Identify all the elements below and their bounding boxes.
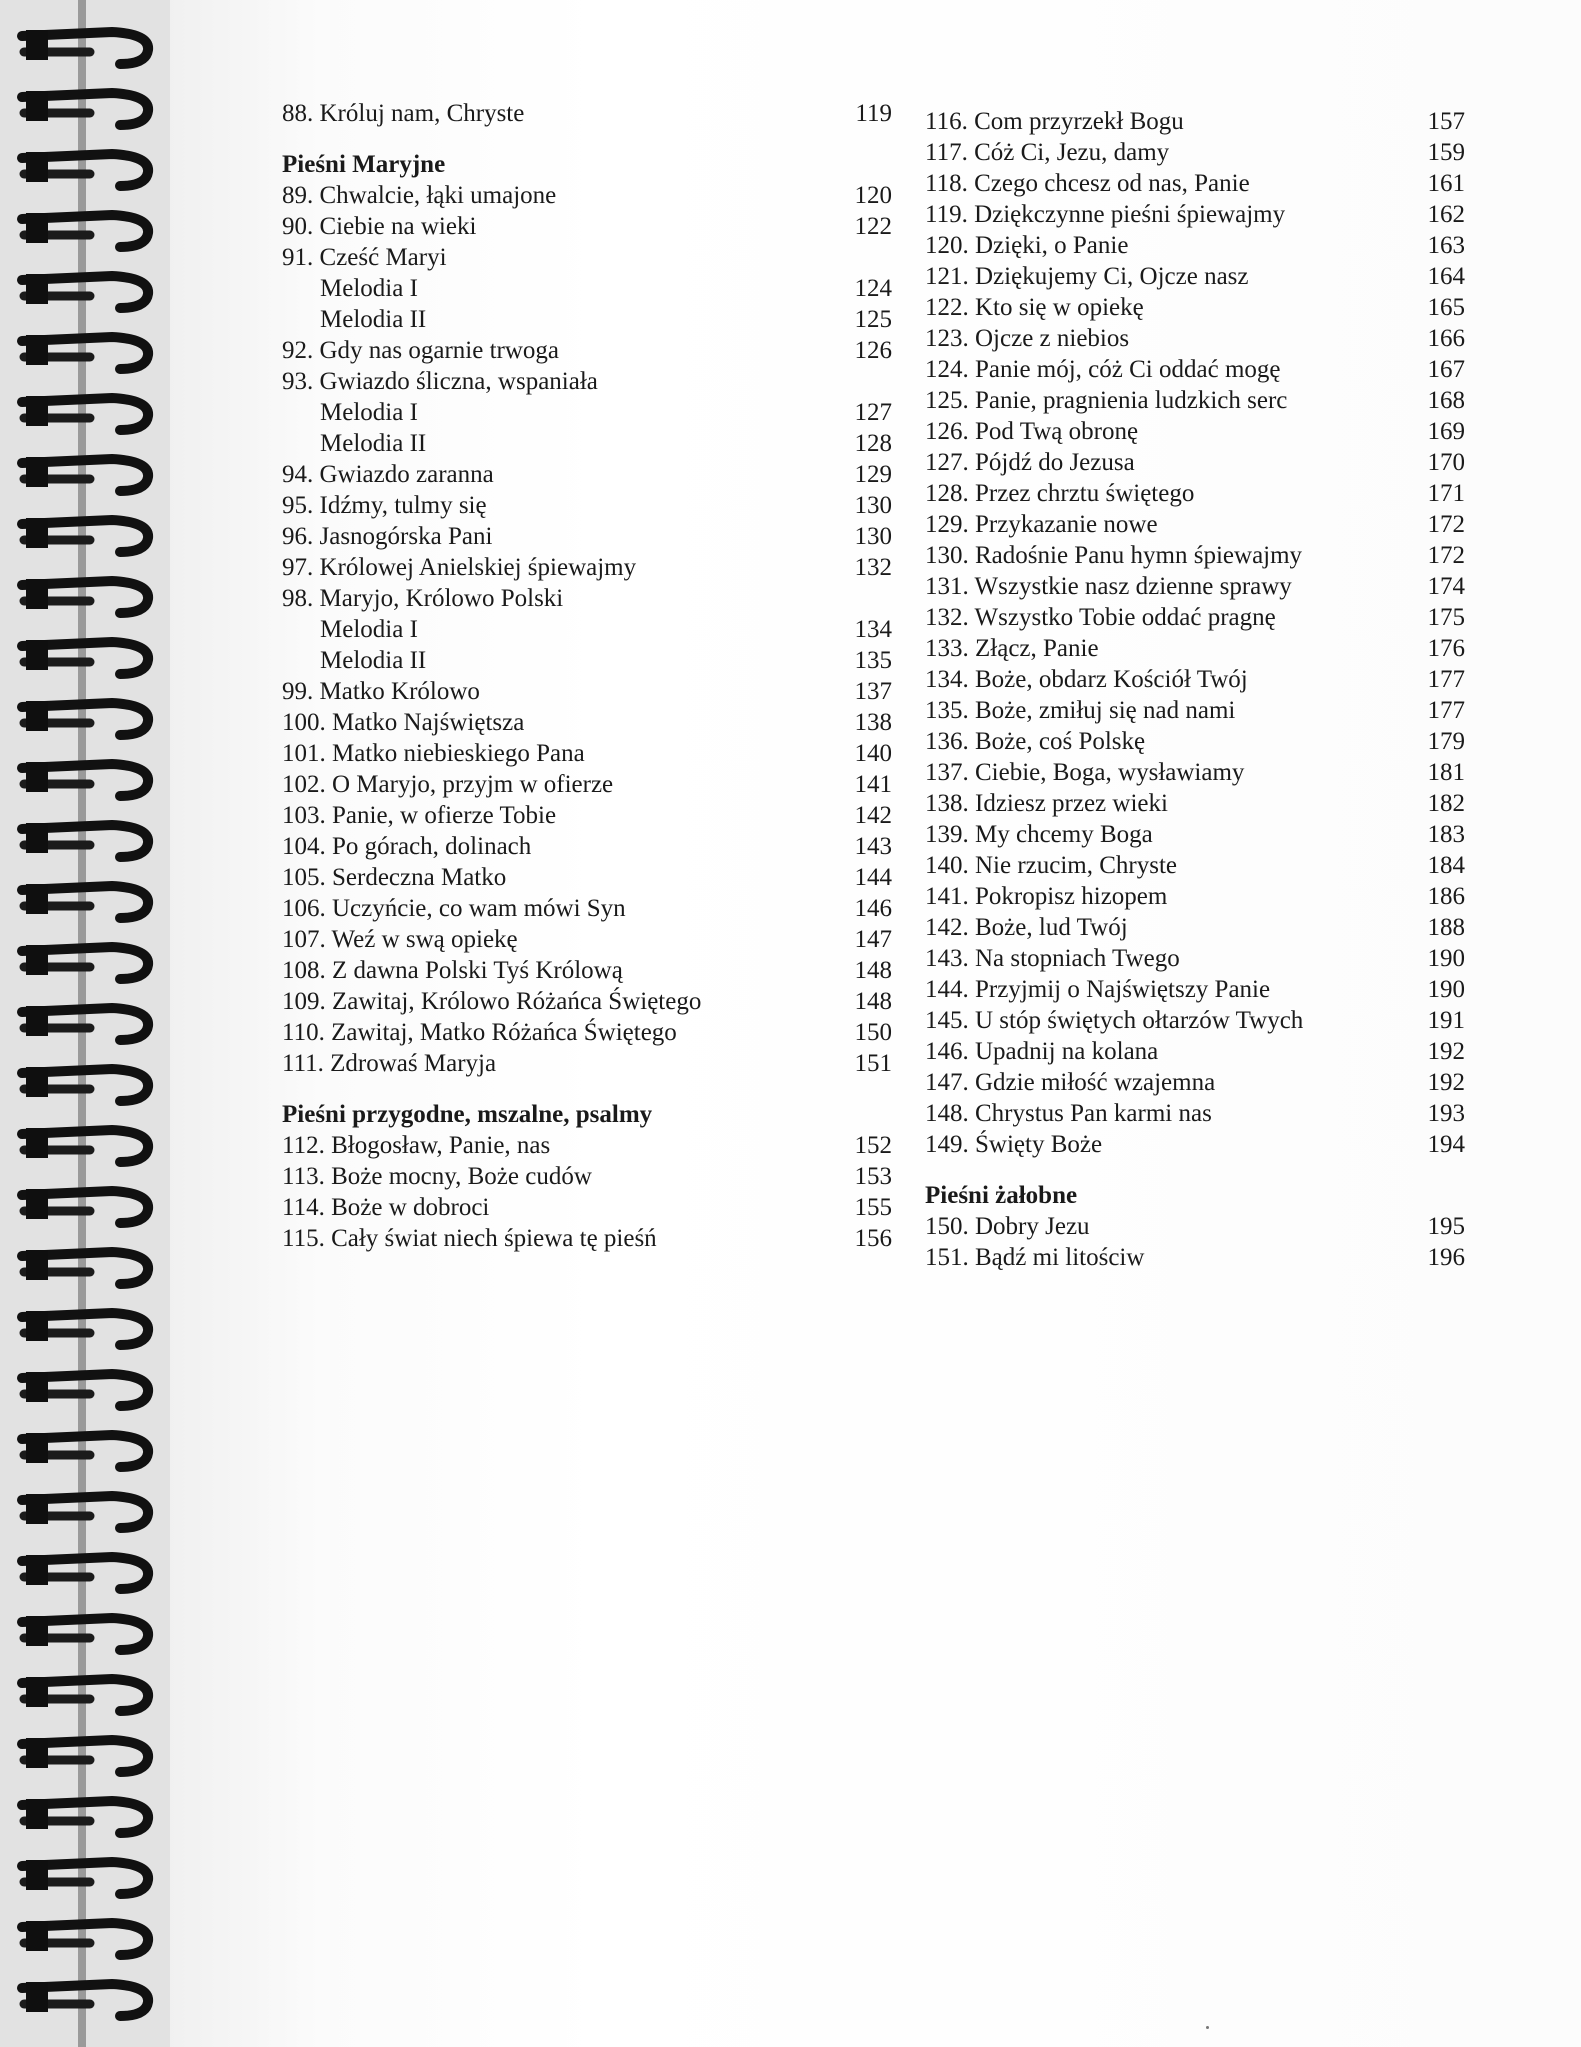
toc-entry	[282, 1130, 892, 1161]
toc-title: 118. Czego chcesz od nas, Panie	[925, 170, 1250, 197]
toc-entry	[925, 323, 1465, 354]
toc-entry	[282, 800, 892, 831]
toc-page-number: 143	[854, 833, 892, 860]
toc-subentry	[282, 428, 892, 459]
toc-page-number	[842, 149, 892, 180]
toc-entry	[925, 757, 1465, 788]
toc-title: Melodia II	[320, 647, 427, 674]
toc-entry	[282, 1223, 892, 1254]
toc-title: 102. O Maryjo, przyjm w ofierze	[282, 771, 614, 798]
toc-page-number	[842, 583, 892, 614]
toc-page-number: 132	[854, 554, 892, 581]
toc-title: 113. Boże mocny, Boże cudów	[282, 1163, 592, 1190]
toc-subentry	[282, 397, 892, 428]
toc-title: 100. Matko Najświętsza	[282, 709, 525, 736]
toc-entry	[925, 1036, 1465, 1067]
toc-page-number: 138	[854, 709, 892, 736]
toc-entry	[925, 261, 1465, 292]
toc-title: 139. My chcemy Boga	[925, 821, 1153, 848]
toc-page-number: 188	[1427, 914, 1465, 941]
toc-page-number: 146	[854, 895, 892, 922]
toc-title: Melodia II	[320, 306, 427, 333]
toc-title: 96. Jasnogórska Pani	[282, 523, 493, 550]
toc-page-number: 177	[1427, 697, 1465, 724]
toc-title: 117. Cóż Ci, Jezu, damy	[925, 139, 1170, 166]
toc-entry	[925, 292, 1465, 323]
toc-title: 132. Wszystko Tobie oddać pragnę	[925, 604, 1276, 631]
toc-entry	[282, 862, 892, 893]
toc-entry	[282, 366, 892, 397]
toc-title: Melodia I	[320, 616, 418, 643]
section-gap	[282, 1079, 892, 1099]
toc-entry	[925, 788, 1465, 819]
toc-page-number: 170	[1427, 449, 1465, 476]
toc-title: 122. Kto się w opiekę	[925, 294, 1144, 321]
section-heading	[282, 149, 892, 180]
toc-title: 103. Panie, w ofierze Tobie	[282, 802, 557, 829]
toc-entry	[282, 459, 892, 490]
toc-page-number: 193	[1427, 1100, 1465, 1127]
toc-entry	[925, 1129, 1465, 1160]
toc-entry	[282, 242, 892, 273]
toc-subentry	[282, 645, 892, 676]
toc-title: 124. Panie mój, cóż Ci oddać mogę	[925, 356, 1281, 383]
toc-page-number	[842, 1099, 892, 1130]
toc-subentry	[282, 273, 892, 304]
toc-title: 135. Boże, zmiłuj się nad nami	[925, 697, 1236, 724]
toc-title: 138. Idziesz przez wieki	[925, 790, 1168, 817]
toc-title: 146. Upadnij na kolana	[925, 1038, 1159, 1065]
toc-entry	[925, 199, 1465, 230]
toc-entry	[282, 490, 892, 521]
toc-entry	[925, 819, 1465, 850]
toc-subentry	[282, 304, 892, 335]
toc-page-number: 162	[1427, 201, 1465, 228]
toc-page-number: 129	[854, 461, 892, 488]
toc-page-number: 148	[854, 988, 892, 1015]
toc-title: 91. Cześć Maryi	[282, 244, 447, 271]
section-gap	[925, 1160, 1465, 1180]
toc-column-left	[282, 98, 892, 1254]
toc-page-number: 168	[1427, 387, 1465, 414]
toc-page-number: 175	[1427, 604, 1465, 631]
toc-page-number: 119	[855, 100, 892, 127]
toc-page-number: 122	[854, 213, 892, 240]
toc-entry	[282, 955, 892, 986]
toc-page-number: 153	[854, 1163, 892, 1190]
toc-page-number: 172	[1427, 511, 1465, 538]
toc-entry	[282, 521, 892, 552]
toc-page-number: 157	[1427, 108, 1465, 135]
toc-entry	[925, 106, 1465, 137]
toc-page-number: 148	[854, 957, 892, 984]
spiral-binding	[0, 0, 170, 2047]
toc-page-number: 166	[1427, 325, 1465, 352]
toc-entry	[925, 1098, 1465, 1129]
toc-entry	[925, 571, 1465, 602]
toc-page-number: 140	[854, 740, 892, 767]
toc-page-number: 184	[1427, 852, 1465, 879]
toc-title: 110. Zawitaj, Matko Różańca Świętego	[282, 1019, 677, 1046]
toc-page-number: 174	[1427, 573, 1465, 600]
toc-title: 148. Chrystus Pan karmi nas	[925, 1100, 1212, 1127]
toc-page-number: 150	[854, 1019, 892, 1046]
toc-title: 116. Com przyrzekł Bogu	[925, 108, 1184, 135]
toc-entry	[925, 1067, 1465, 1098]
toc-entry	[925, 1242, 1465, 1273]
toc-page-number: 191	[1427, 1007, 1465, 1034]
toc-title: 141. Pokropisz hizopem	[925, 883, 1168, 910]
toc-page-number: 147	[854, 926, 892, 953]
toc-title: 89. Chwalcie, łąki umajone	[282, 182, 557, 209]
toc-title: 136. Boże, coś Polskę	[925, 728, 1146, 755]
toc-title: 150. Dobry Jezu	[925, 1213, 1090, 1240]
toc-title: 144. Przyjmij o Najświętszy Panie	[925, 976, 1271, 1003]
toc-page-number: 183	[1427, 821, 1465, 848]
toc-title: 137. Ciebie, Boga, wysławiamy	[925, 759, 1245, 786]
toc-page-number: 151	[854, 1050, 892, 1077]
toc-entry	[925, 664, 1465, 695]
toc-entry	[925, 912, 1465, 943]
toc-page-number: 135	[854, 647, 892, 674]
toc-entry	[282, 893, 892, 924]
toc-entry	[925, 137, 1465, 168]
toc-entry	[282, 552, 892, 583]
toc-title: Melodia I	[320, 275, 418, 302]
toc-entry	[282, 98, 892, 129]
toc-page-number: 130	[854, 523, 892, 550]
toc-title: 105. Serdeczna Matko	[282, 864, 507, 891]
toc-page-number: 144	[854, 864, 892, 891]
toc-entry	[925, 1211, 1465, 1242]
toc-entry	[282, 924, 892, 955]
section-heading	[282, 1099, 892, 1130]
toc-title: 126. Pod Twą obronę	[925, 418, 1139, 445]
toc-title: 149. Święty Boże	[925, 1131, 1103, 1158]
toc-title: 99. Matko Królowo	[282, 678, 480, 705]
toc-entry	[282, 986, 892, 1017]
toc-page-number	[842, 366, 892, 397]
toc-page-number: 155	[854, 1194, 892, 1221]
toc-title: 145. U stóp świętych ołtarzów Twych	[925, 1007, 1304, 1034]
toc-title: 93. Gwiazdo śliczna, wspaniała	[282, 368, 598, 395]
toc-page-number: 195	[1427, 1213, 1465, 1240]
toc-title: 107. Weź w swą opiekę	[282, 926, 518, 953]
toc-title: 130. Radośnie Panu hymn śpiewajmy	[925, 542, 1303, 569]
toc-entry	[925, 385, 1465, 416]
toc-page-number: 181	[1427, 759, 1465, 786]
toc-page-number: 182	[1427, 790, 1465, 817]
toc-title: 133. Złącz, Panie	[925, 635, 1099, 662]
toc-column-right	[925, 106, 1465, 1273]
toc-title: 143. Na stopniach Twego	[925, 945, 1180, 972]
toc-subentry	[282, 614, 892, 645]
toc-title: 142. Boże, lud Twój	[925, 914, 1128, 941]
toc-title: 119. Dziękczynne pieśni śpiewajmy	[925, 201, 1286, 228]
toc-entry	[925, 881, 1465, 912]
toc-entry	[282, 676, 892, 707]
toc-entry	[282, 738, 892, 769]
toc-title: 121. Dziękujemy Ci, Ojcze nasz	[925, 263, 1249, 290]
toc-title: Melodia II	[320, 430, 427, 457]
toc-entry	[282, 831, 892, 862]
toc-entry	[282, 1161, 892, 1192]
toc-page-number: 192	[1427, 1069, 1465, 1096]
toc-title: 104. Po górach, dolinach	[282, 833, 532, 860]
toc-title: Pieśni żałobne	[925, 1182, 1078, 1209]
toc-page-number: 152	[854, 1132, 892, 1159]
toc-title: 108. Z dawna Polski Tyś Królową	[282, 957, 623, 984]
toc-title: 97. Królowej Anielskiej śpiewajmy	[282, 554, 637, 581]
toc-title: 128. Przez chrztu świętego	[925, 480, 1195, 507]
toc-entry	[925, 354, 1465, 385]
toc-entry	[282, 1017, 892, 1048]
toc-entry	[282, 769, 892, 800]
toc-entry	[925, 416, 1465, 447]
toc-page-number: 126	[854, 337, 892, 364]
toc-title: Pieśni Maryjne	[282, 151, 446, 178]
toc-page-number: 165	[1427, 294, 1465, 321]
toc-page-number: 134	[854, 616, 892, 643]
toc-page-number: 176	[1427, 635, 1465, 662]
section-gap	[282, 129, 892, 149]
toc-page-number: 164	[1427, 263, 1465, 290]
toc-entry	[925, 509, 1465, 540]
toc-title: 123. Ojcze z niebios	[925, 325, 1130, 352]
toc-page-number: 172	[1427, 542, 1465, 569]
toc-page-number: 120	[854, 182, 892, 209]
toc-title: 125. Panie, pragnienia ludzkich serc	[925, 387, 1288, 414]
toc-page-number: 179	[1427, 728, 1465, 755]
toc-title: 115. Cały świat niech śpiewa tę pieśń	[282, 1225, 657, 1252]
toc-page-number: 196	[1427, 1244, 1465, 1271]
toc-title: 147. Gdzie miłość wzajemna	[925, 1069, 1216, 1096]
toc-entry	[282, 1192, 892, 1223]
toc-entry	[925, 1005, 1465, 1036]
toc-title: 94. Gwiazdo zaranna	[282, 461, 494, 488]
toc-title: 114. Boże w dobroci	[282, 1194, 490, 1221]
toc-page-number: 167	[1427, 356, 1465, 383]
toc-entry	[925, 633, 1465, 664]
toc-title: 106. Uczyńcie, co wam mówi Syn	[282, 895, 626, 922]
toc-page-number: 169	[1427, 418, 1465, 445]
toc-title: 134. Boże, obdarz Kościół Twój	[925, 666, 1248, 693]
toc-entry	[925, 850, 1465, 881]
toc-page-number: 161	[1427, 170, 1465, 197]
toc-title: 131. Wszystkie nasz dzienne sprawy	[925, 573, 1292, 600]
toc-entry	[282, 583, 892, 614]
toc-title: 112. Błogosław, Panie, nas	[282, 1132, 551, 1159]
toc-title: 120. Dzięki, o Panie	[925, 232, 1129, 259]
toc-entry	[282, 211, 892, 242]
toc-title: 111. Zdrowaś Maryja	[282, 1050, 497, 1077]
toc-page-number: 190	[1427, 976, 1465, 1003]
toc-page-number: 128	[854, 430, 892, 457]
toc-title: 92. Gdy nas ogarnie trwoga	[282, 337, 560, 364]
toc-entry	[925, 168, 1465, 199]
toc-title: Pieśni przygodne, mszalne, psalmy	[282, 1101, 653, 1128]
toc-page-number: 142	[854, 802, 892, 829]
toc-page-number: 137	[854, 678, 892, 705]
toc-page-number: 130	[854, 492, 892, 519]
toc-entry	[282, 335, 892, 366]
section-heading	[925, 1180, 1465, 1211]
toc-page-number: 159	[1427, 139, 1465, 166]
toc-page-number: 171	[1427, 480, 1465, 507]
toc-title: 90. Ciebie na wieki	[282, 213, 477, 240]
toc-entry	[925, 230, 1465, 261]
toc-page-number: 163	[1427, 232, 1465, 259]
toc-page-number: 190	[1427, 945, 1465, 972]
page-speck	[1206, 2026, 1209, 2029]
toc-title: 140. Nie rzucim, Chryste	[925, 852, 1178, 879]
toc-entry	[925, 943, 1465, 974]
toc-title: 129. Przykazanie nowe	[925, 511, 1158, 538]
toc-title: Melodia I	[320, 399, 418, 426]
toc-title: 95. Idźmy, tulmy się	[282, 492, 487, 519]
toc-page-number: 127	[854, 399, 892, 426]
toc-entry	[282, 1048, 892, 1079]
toc-entry	[925, 974, 1465, 1005]
toc-title: 109. Zawitaj, Królowo Różańca Świętego	[282, 988, 702, 1015]
toc-page-number	[1415, 1180, 1465, 1211]
toc-title: 127. Pójdź do Jezusa	[925, 449, 1135, 476]
toc-page-number: 124	[854, 275, 892, 302]
toc-entry	[925, 447, 1465, 478]
toc-title: 101. Matko niebieskiego Pana	[282, 740, 585, 767]
toc-entry	[925, 695, 1465, 726]
toc-title: 151. Bądź mi litościw	[925, 1244, 1145, 1271]
toc-page-number: 141	[854, 771, 892, 798]
toc-page-number	[842, 242, 892, 273]
toc-entry	[925, 540, 1465, 571]
toc-page-number: 186	[1427, 883, 1465, 910]
toc-entry	[925, 478, 1465, 509]
toc-entry	[925, 602, 1465, 633]
toc-page-number: 125	[854, 306, 892, 333]
toc-entry	[925, 726, 1465, 757]
toc-entry	[282, 707, 892, 738]
toc-page-number: 192	[1427, 1038, 1465, 1065]
toc-title: 98. Maryjo, Królowo Polski	[282, 585, 564, 612]
toc-page-number: 177	[1427, 666, 1465, 693]
toc-entry	[282, 180, 892, 211]
toc-page-number: 194	[1427, 1131, 1465, 1158]
toc-page-number: 156	[854, 1225, 892, 1252]
toc-title: 88. Króluj nam, Chryste	[282, 100, 525, 127]
